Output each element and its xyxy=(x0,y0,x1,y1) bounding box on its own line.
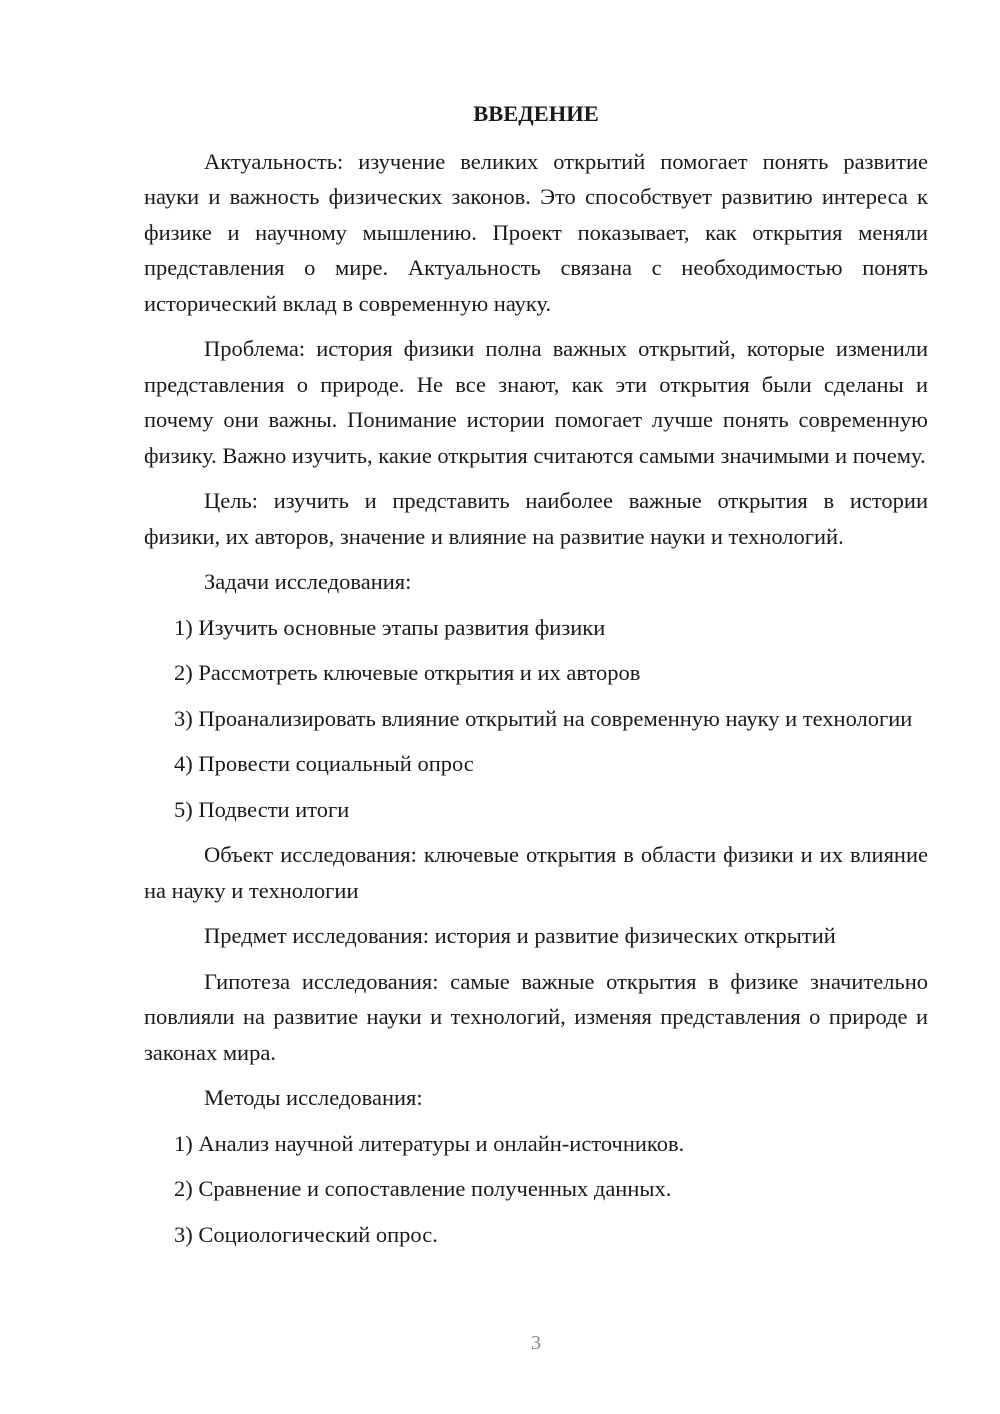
method-item: 1) Анализ научной литературы и онлайн-источников. xyxy=(174,1130,685,1156)
method-item: 2) Сравнение и сопоставление полученных данных. xyxy=(174,1176,672,1201)
methods-heading: Методы исследования: xyxy=(204,1085,423,1110)
task-item: 3) Проанализировать влияние открытий на современную науку и технологии xyxy=(174,705,913,731)
hypothesis-paragraph: Гипотеза исследования: самые важные открытия в физике значительно повлияли на развитие науки и технологий, изменяя представления о природе и законах мира. xyxy=(144,968,928,1065)
task-item: 2) Рассмотреть ключевые открытия и их авторов xyxy=(174,660,641,685)
relevance-paragraph: Актуальность: изучение великих открытий помогает понять развитие науки и важность физических законов. Это способствует развитию интереса к физике и научному мышлению. Проект показывает, как открытия меняли представления о мире. Актуальность связана с необходимостью понять исторический вклад в современную науку. xyxy=(144,148,928,316)
goal-paragraph: Цель: изучить и представить наиболее важные открытия в истории физики, их авторов, значение и влияние на развитие науки и технологий. xyxy=(144,488,928,549)
section-title: ВВЕДЕНИЕ xyxy=(473,101,599,126)
object-paragraph: Объект исследования: ключевые открытия в области физики и их влияние на науку и технологии xyxy=(144,842,928,903)
problem-paragraph: Проблема: история физики полна важных открытий, которые изменили представления о природе. Не все знают, как эти открытия были сделаны и почему они важны. Понимание истории помогает лучше понять современную физику. Важно изучить, какие открытия считаются самыми значимыми и почему. xyxy=(144,336,928,468)
tasks-heading: Задачи исследования: xyxy=(204,569,412,594)
method-item: 3) Социологический опрос. xyxy=(174,1221,438,1247)
page-number: 3 xyxy=(531,1332,541,1354)
task-item: 1) Изучить основные этапы развития физики xyxy=(174,614,606,640)
task-item: 5) Подвести итоги xyxy=(174,796,350,822)
subject-paragraph: Предмет исследования: история и развитие физических открытий xyxy=(204,923,836,948)
document-page xyxy=(144,96,928,1262)
task-item: 4) Провести социальный опрос xyxy=(174,751,474,776)
